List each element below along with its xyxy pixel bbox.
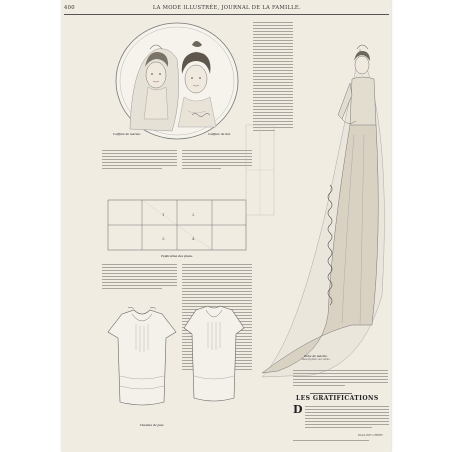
section-text: [305, 404, 389, 430]
pattern-diagram: [102, 196, 252, 256]
text-column-left-top: [102, 148, 177, 171]
signature: PAULINE CHÉRY.: [358, 433, 384, 437]
portrait-caption-left: Coiffure de mariée.: [112, 133, 142, 136]
page-number: 400: [64, 5, 75, 11]
section-rule: [310, 393, 352, 394]
portrait-illustration: [112, 19, 242, 144]
journal-title: LA MODE ILLUSTRÉE, JOURNAL DE LA FAMILLE.: [152, 5, 301, 11]
page-header: [64, 2, 389, 14]
text-column-left-mid: [102, 262, 177, 291]
svg-text:1: 1: [162, 212, 165, 217]
gown-caption: Robe de mariée. Description, au verso.: [301, 355, 331, 361]
journal-page: [62, 0, 391, 452]
diagram-caption: Explication des plans.: [161, 255, 193, 258]
chemise-illustration: [102, 306, 182, 416]
text-column-right-bottom: [293, 368, 388, 388]
portrait-caption-right: Coiffure de bal.: [208, 133, 231, 136]
section-text-end: [293, 438, 388, 443]
svg-text:3: 3: [162, 236, 165, 241]
chemise-caption: Chemise de jour.: [139, 424, 165, 427]
svg-text:4: 4: [192, 236, 195, 241]
svg-text:2: 2: [192, 212, 195, 217]
chemise-back-illustration: [180, 300, 248, 412]
section-title: LES GRATIFICATIONS: [296, 395, 379, 402]
bride-gown-illustration: [242, 35, 390, 380]
header-rule: [64, 14, 389, 15]
drop-cap: D: [293, 403, 303, 416]
